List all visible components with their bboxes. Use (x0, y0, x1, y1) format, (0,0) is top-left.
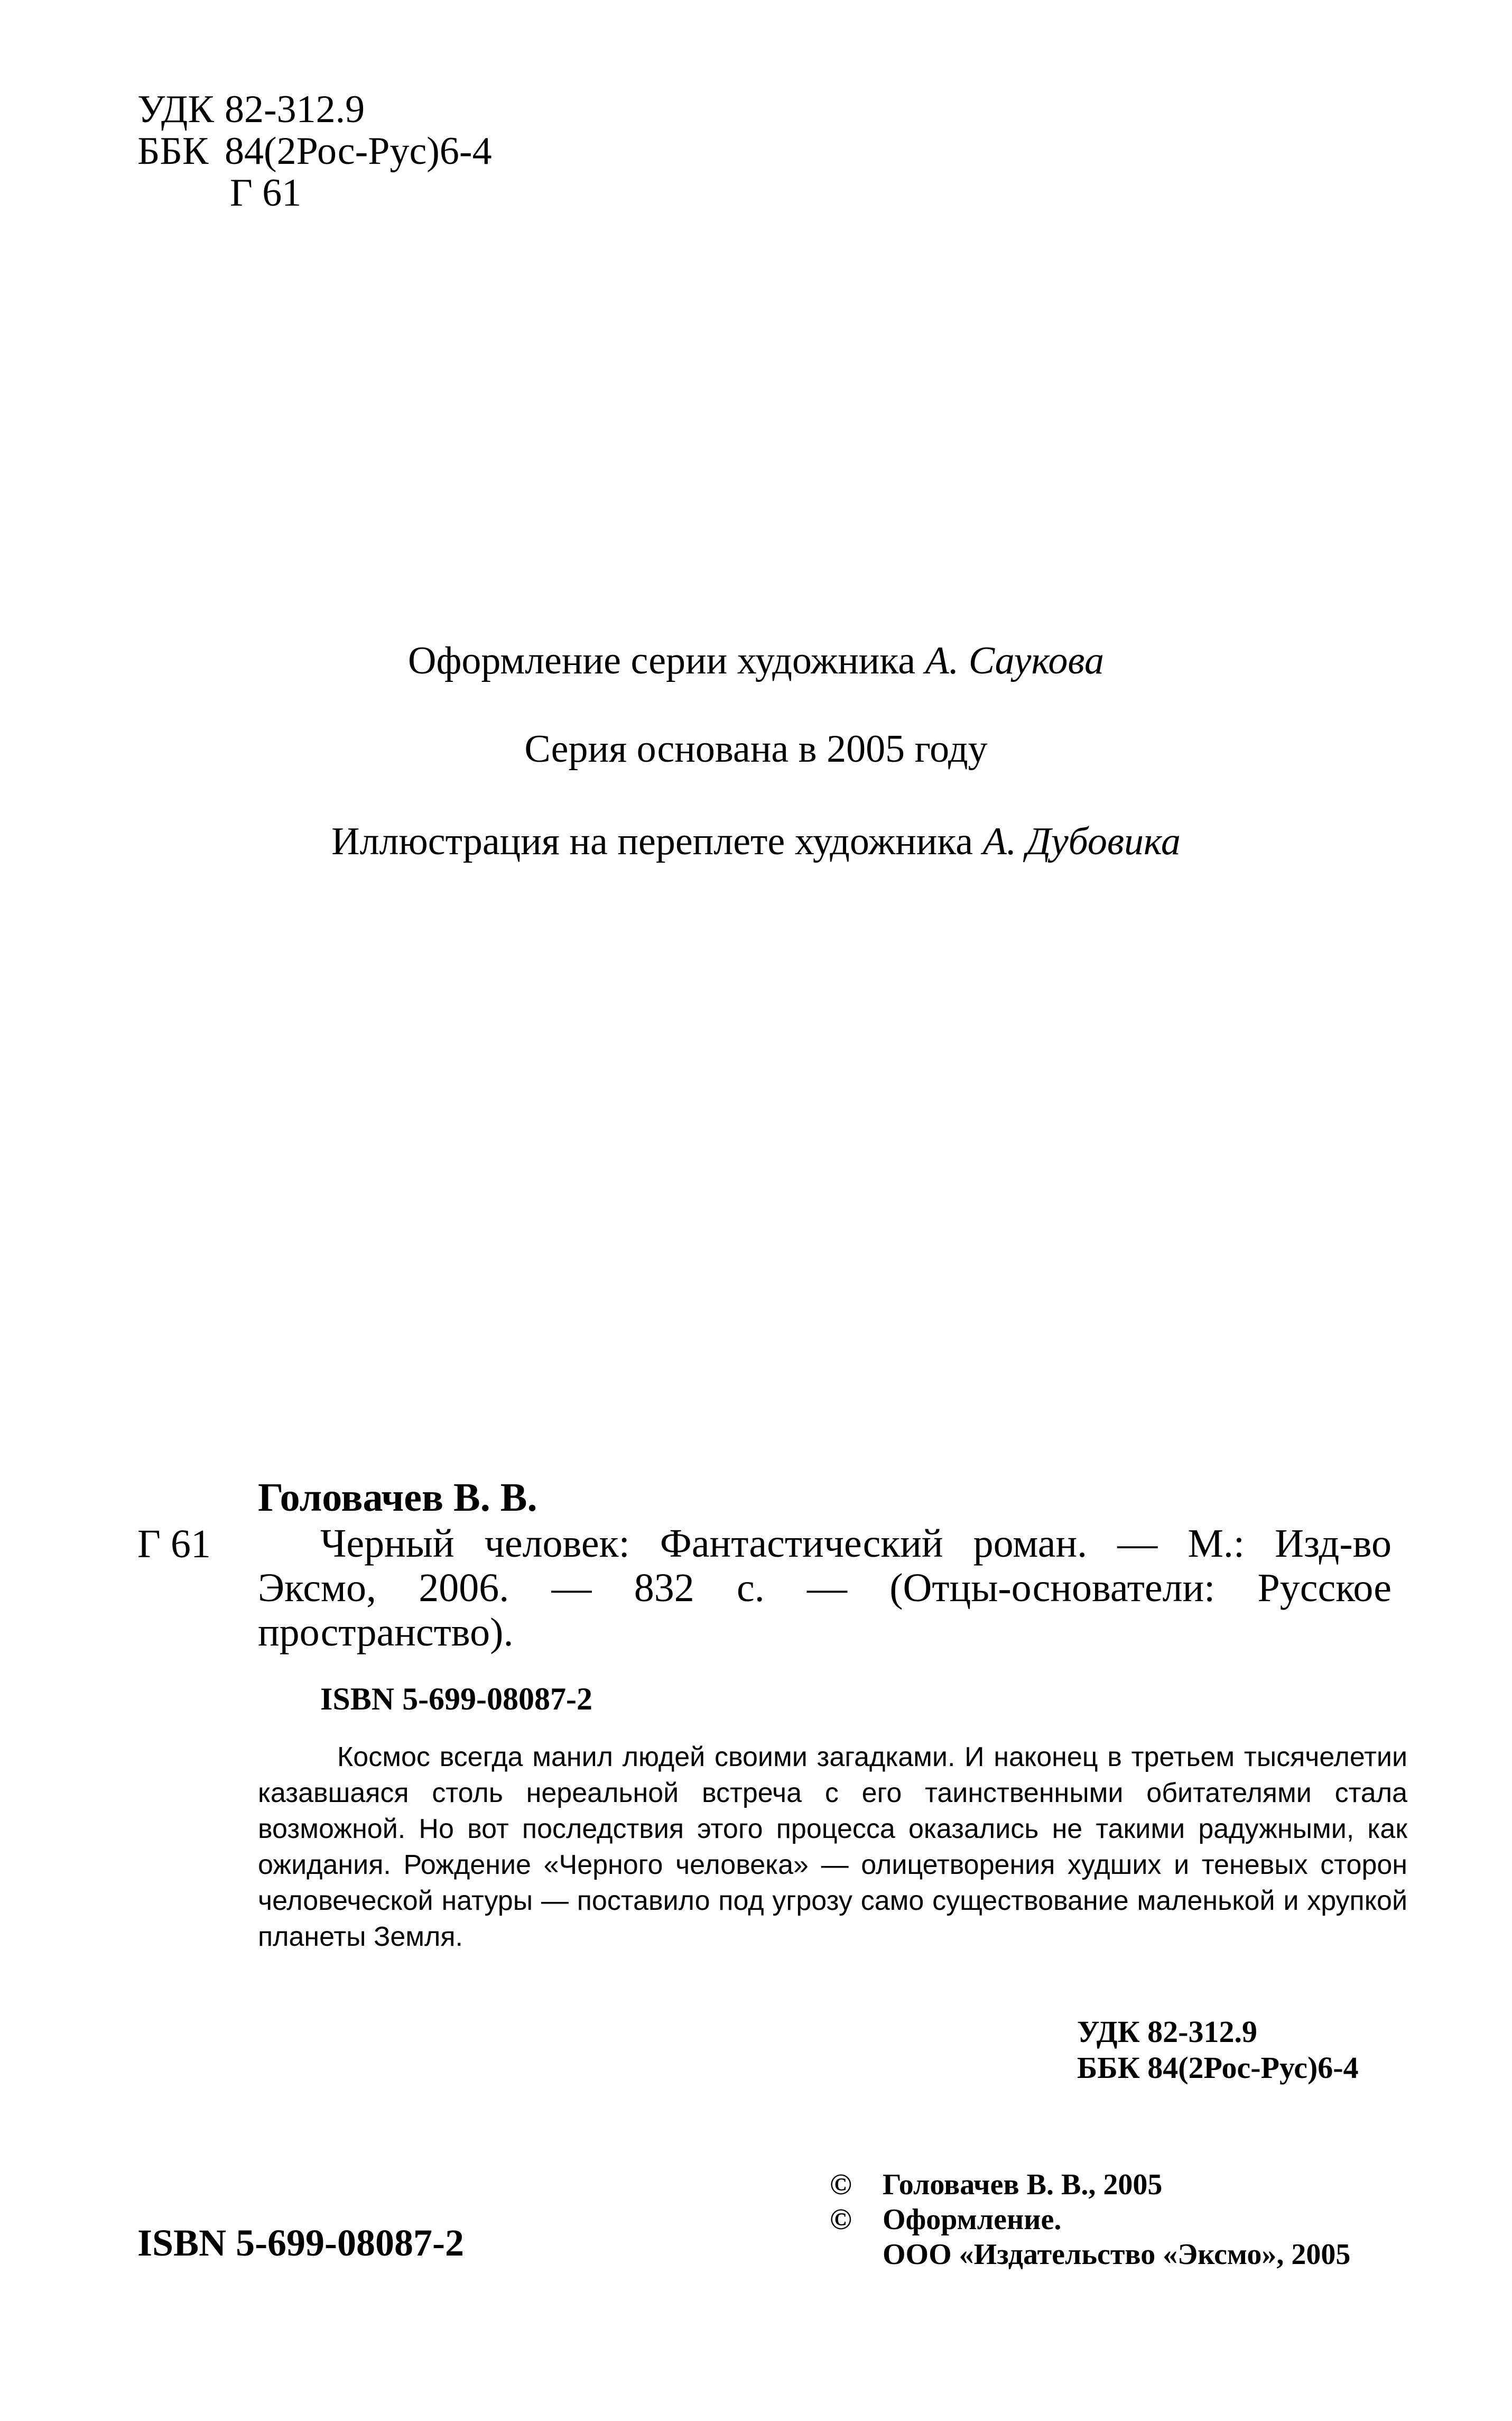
series-design-credit (0, 639, 1512, 683)
copyright-publisher: ООО «Издательство «Эксмо», 2005 (883, 2238, 1351, 2271)
copyright-design: Оформление. (883, 2203, 1062, 2236)
classification-block-bottom (1077, 2014, 1359, 2086)
udk-value: 82-312.9 (225, 88, 365, 131)
book-annotation: Космос всегда манил людей своими загадками. И наконец в третьем тысячелетии казавшаяся столь нереальной встреча с его таинственными обитателями стала возможной. Но вот последствия этого процесса оказались не такими радужными, как ожидания. Рождение «Черного человека» — олицетворения худших и теневых сторон человеческой натуры — поставило под угрозу само существование маленькой и хрупкой планеты Земля. (258, 1742, 1407, 1952)
udk-bottom: УДК 82-312.9 (1077, 2015, 1257, 2049)
bbk-value: 84(2Рос-Рус)6-4 (225, 130, 492, 173)
entry-isbn: ISBN 5-699-08087-2 (320, 1681, 593, 1716)
cover-illustration-credit (0, 819, 1512, 864)
series-design-prefix: Оформление серии художника (408, 639, 916, 682)
classification-block-top (137, 89, 492, 214)
author-heading: Головачев В. В. (258, 1475, 537, 1520)
footer-isbn: ISBN 5-699-08087-2 (137, 2222, 465, 2264)
series-design-artist: А. Саукова (925, 639, 1104, 682)
bbk-bottom: ББК 84(2Рос-Рус)6-4 (1077, 2050, 1359, 2085)
series-founded-note: Серия основана в 2005 году (524, 727, 988, 771)
illustration-prefix: Иллюстрация на переплете художника (331, 820, 973, 863)
copyright-symbol: © (830, 2203, 852, 2236)
udk-label: УДК (137, 88, 214, 131)
illustration-artist: А. Дубовика (982, 820, 1181, 863)
copyright-author: Головачев В. В., 2005 (883, 2168, 1163, 2201)
bbk-row (137, 131, 492, 172)
udk-row (137, 89, 492, 131)
copyright-symbol: © (830, 2168, 852, 2201)
bibliographic-description: Черный человек: Фантастический роман. — М.: Изд-во Эксмо, 2006. — 832 с. — (Отцы-основатели: Русское пространство). (258, 1521, 1392, 1655)
bbk-label: ББК (137, 130, 209, 173)
copyright-block (830, 2167, 1350, 2272)
call-code-top: Г 61 (230, 171, 302, 215)
copyright-line-design (830, 2202, 1350, 2237)
call-code-entry: Г 61 (137, 1522, 211, 1566)
copyright-line-author (830, 2167, 1350, 2202)
